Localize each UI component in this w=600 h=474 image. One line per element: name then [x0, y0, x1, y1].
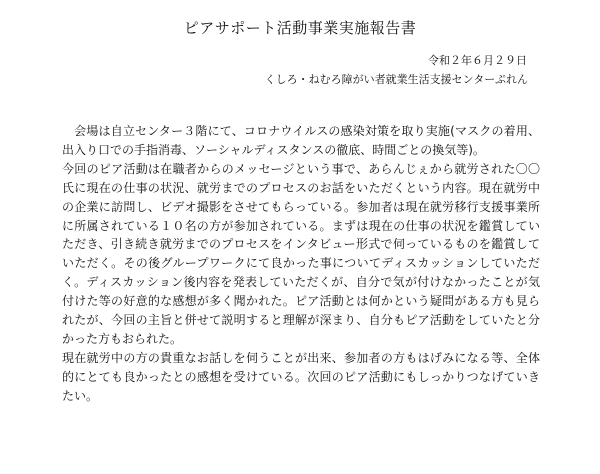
paragraph-venue: 会場は自立センター３階にて、コロナウイルスの感染対策を取り実施(マスクの着用、出入り口での手指消毒、ソーシャルディスタンスの徹底、時間ごとの換気等)。	[62, 124, 540, 157]
paragraph-activity-details: 今回のピア活動は在職者からのメッセージという事で、あらんじぇから就労された〇〇氏に現在の仕事の状況、就労までのプロセスのお話をいただくという内容。現在就労中の企業に訪問し、ビデオ撮影をさせてもらっている。参加者は現在就労移行支援事業所に所属されている１０名の方が参加されている。まずは現在の仕事の状況を鑑賞していただき、引き続き就労までのプロセスをインタビュー形式で伺っているものを鑑賞していただく。その後グループワークにて良かった事についてディスカッションしていただく。ディスカッション後内容を発表していただくが、自分で気が付けなかったことが気付けた等の好意的な感想が多く聞かれた。ピア活動とは何かという疑問がある方も見られたが、今回の主旨と併せて説明すると理解が深まり、自分もピア活動をしていたと分かった方もおられた。	[62, 161, 540, 346]
report-body	[62, 122, 540, 406]
paragraph-conclusion: 現在就労中の方の貴重なお話しを伺うことが出来、参加者の方もはげみになる等、全体的にとても良かったとの感想を受けている。次回のピア活動にもしっかりつなげていきたい。	[62, 350, 540, 403]
report-date: 令和２年６月２９日	[428, 54, 527, 67]
organization-name: くしろ・ねむろ障がい者就業生活支援センターぷれん	[264, 73, 528, 86]
report-title: ピアサポート活動事業実施報告書	[183, 19, 417, 37]
